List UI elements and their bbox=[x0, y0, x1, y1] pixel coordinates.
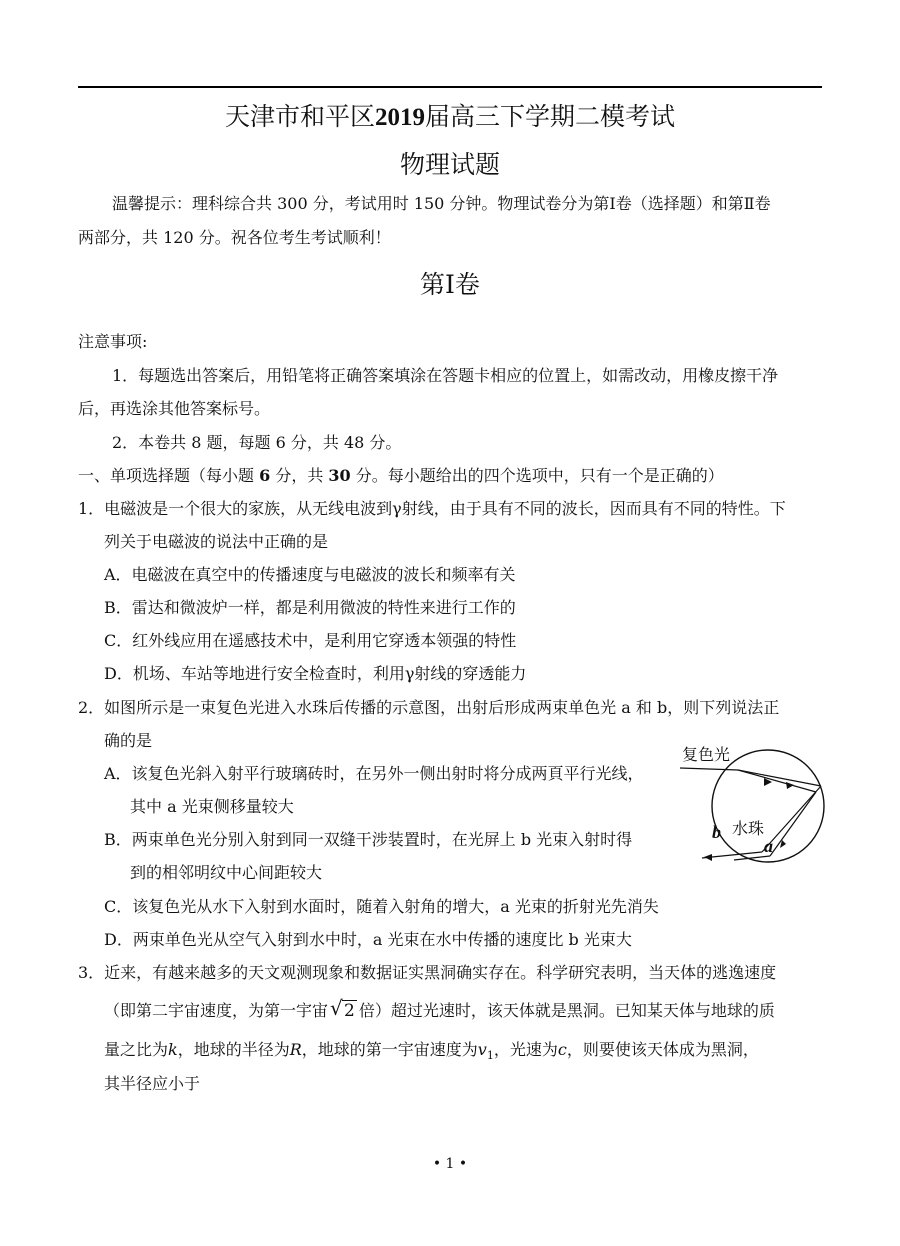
notes-item1-line1: 1．每题选出答案后，用铅笔将正确答案填涂在答题卡相应的位置上，如需改动，用橡皮擦干净 bbox=[112, 366, 779, 385]
page-number: • 1 • bbox=[432, 1156, 468, 1172]
figure-label-a: a bbox=[764, 836, 773, 856]
q1-option-c: C．红外线应用在遥感技术中，是利用它穿透本领强的特性 bbox=[104, 631, 517, 650]
q2-stem-line2: 确的是 bbox=[104, 731, 153, 750]
refracted-ray-b bbox=[738, 770, 821, 786]
notes-item2: 2．本卷共 8 题，每题 6 分，共 48 分。 bbox=[112, 433, 402, 452]
q3-stem-line2: （即第二宇宙速度，为第一宇宙 √ 2 倍）超过光速时，该天体就是黑洞。已知某天体与地球的质 bbox=[104, 996, 775, 1021]
notes-heading: 注意事项: bbox=[78, 332, 148, 351]
q1-stem-line1: 1．电磁波是一个很大的家族，从无线电波到γ射线，由于具有不同的波长，因而具有不同的特性。下 bbox=[78, 499, 786, 518]
incident-ray bbox=[680, 768, 738, 770]
q2-option-a-line1: A．该复色光斜入射平行玻璃砖时，在另外一侧出射时将分成两頁平行光线， bbox=[104, 764, 644, 783]
q2-option-b-line1: B．两束单色光分别入射到同一双缝干涉装置时，在光屏上 b 光束入射时得 bbox=[104, 830, 633, 849]
q2-option-c: C．该复色光从水下入射到水面时，随着入射角的增大，a 光束的折射光先消失 bbox=[104, 897, 659, 916]
q2-option-d: D．两束单色光从空气入射到水中时，a 光束在水中传播的速度比 b 光束大 bbox=[104, 930, 632, 949]
figure-label-drop: 水珠 bbox=[732, 819, 765, 838]
volume-title: 第Ⅰ卷 bbox=[420, 270, 480, 299]
q2-option-a-line2: 其中 a 光束侧移量较大 bbox=[130, 797, 294, 816]
subject-title: 物理试题 bbox=[399, 150, 500, 179]
sqrt-expression: √ 2 bbox=[330, 996, 355, 1021]
q2-option-b-line2: 到的相邻明纹中心间距较大 bbox=[130, 863, 323, 882]
reflected-ray-a bbox=[770, 792, 816, 856]
q1-option-b: B．雷达和微波炉一样，都是利用微波的特性来进行工作的 bbox=[104, 598, 516, 617]
section1-heading: 一、单项选择题（每小题 6 分，共 30 分。每小题给出的四个选项中，只有一个是正确的） bbox=[78, 466, 724, 485]
refracted-ray-a bbox=[738, 770, 816, 792]
q2-stem-line1: 2．如图所示是一束复色光进入水珠后传播的示意图，出射后形成两束单色光 a 和 b，则下列说法正 bbox=[78, 698, 780, 717]
notes-item1-line2: 后，再选涂其他答案标号。 bbox=[78, 399, 271, 418]
arrow-b bbox=[704, 854, 712, 861]
tips-line1: 温馨提示：理科综合共 300 分，考试用时 150 分钟。物理试卷分为第Ⅰ卷（选择题）和第Ⅱ卷 bbox=[112, 194, 771, 213]
figure-label-light: 复色光 bbox=[682, 745, 731, 764]
q1-stem-line2: 列关于电磁波的说法中正确的是 bbox=[104, 532, 329, 551]
figure-label-b: b bbox=[712, 822, 721, 842]
q1-option-d: D．机场、车站等地进行安全检查时，利用γ射线的穿透能力 bbox=[104, 664, 527, 683]
q3-stem-line1: 3．近来，有越来越多的天文观测现象和数据证实黑洞确实存在。科学研究表明，当天体的逃逸速度 bbox=[78, 963, 777, 982]
exam-title: 天津市和平区2019届高三下学期二模考试 bbox=[224, 102, 676, 131]
top-rule bbox=[78, 86, 822, 88]
q1-option-a: A．电磁波在真空中的传播速度与电磁波的波长和频率有关 bbox=[104, 565, 516, 584]
q3-stem-line3: 量之比为k，地球的半径为R，地球的第一宇宙速度为$v_1$，光速为c，则要使该天体成为黑洞， bbox=[104, 1040, 759, 1063]
q3-stem-line4: 其半径应小于 bbox=[104, 1074, 201, 1093]
tips-line2: 两部分，共 120 分。祝各位考生考试顺利！ bbox=[78, 228, 391, 247]
arrow-2 bbox=[786, 782, 794, 789]
water-drop-figure bbox=[676, 740, 826, 864]
